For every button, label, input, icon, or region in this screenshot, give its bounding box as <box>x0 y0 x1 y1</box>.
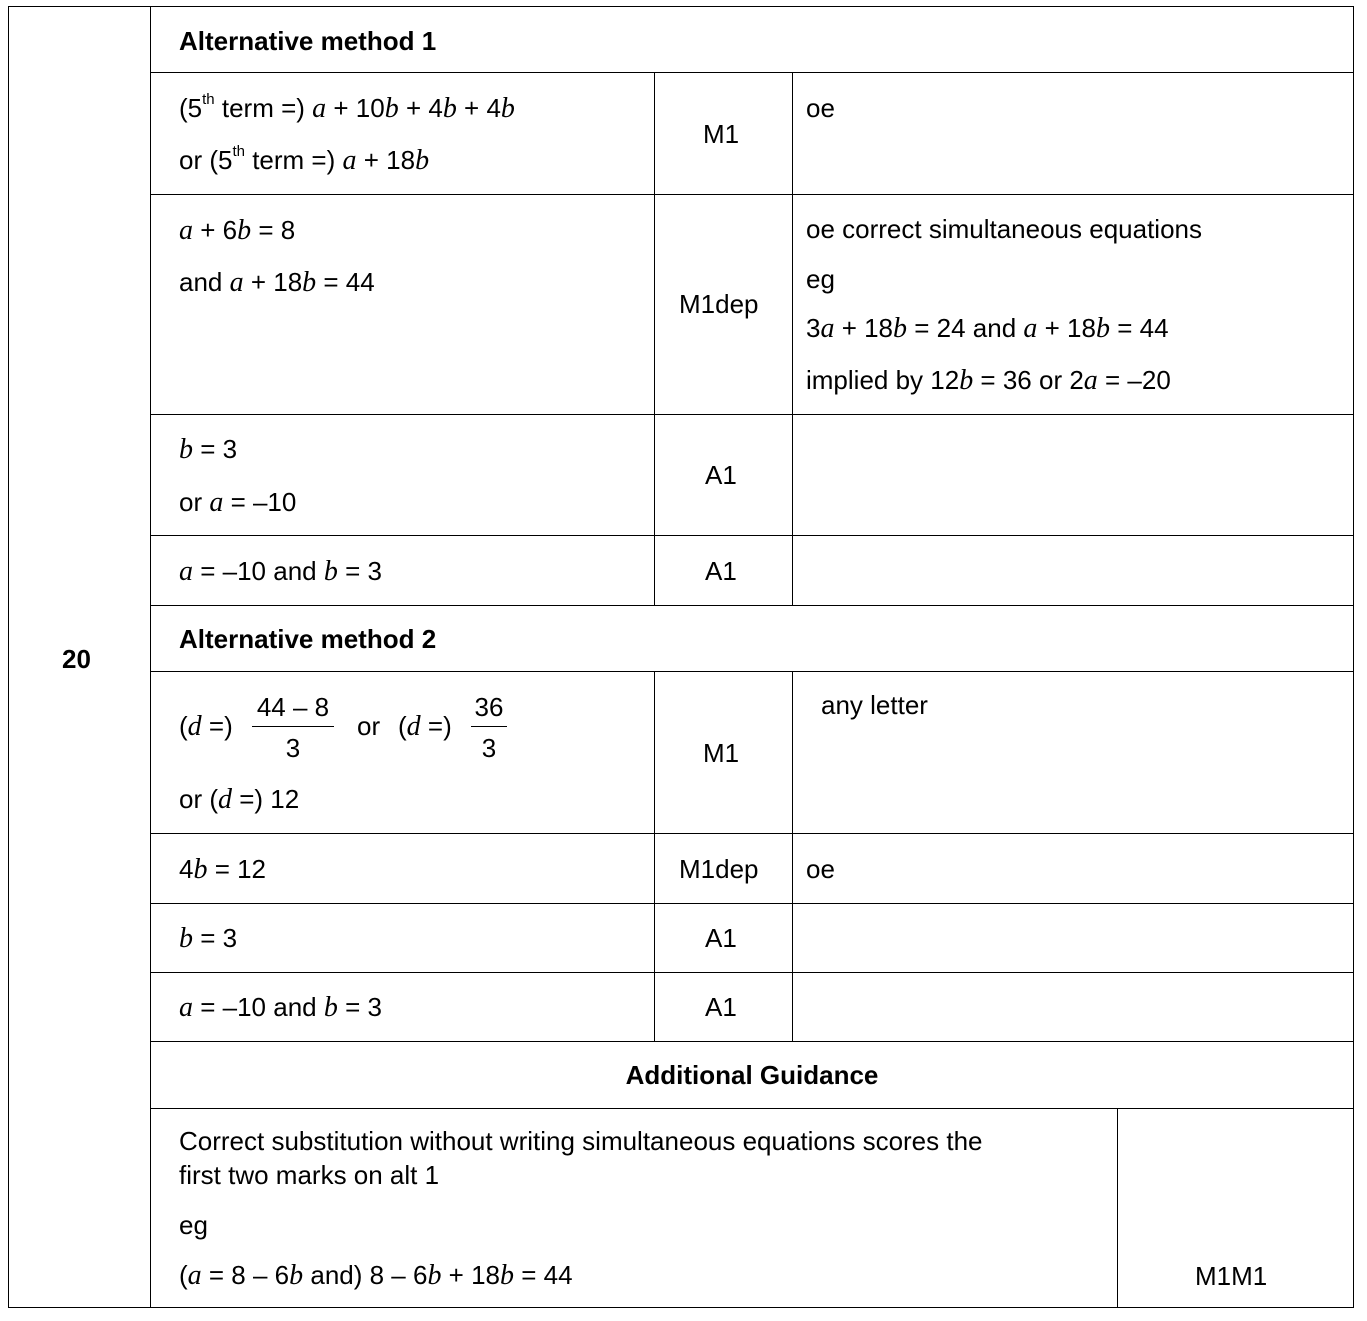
guidance-text-4: (a = 8 – 6b and) 8 – 6b + 18b = 44 <box>179 1260 573 1291</box>
right-border <box>1353 6 1354 1308</box>
alt1-row1-line1: (5th term =) a + 10b + 4b + 4b <box>179 91 515 124</box>
mark-scheme-table <box>8 6 1354 1308</box>
alt2-row3-mark: A1 <box>705 923 737 953</box>
alt1-row1-line2: or (5th term =) a + 18b <box>179 143 430 176</box>
alt1-row4-line: a = –10 and b = 3 <box>179 556 382 587</box>
alt2-row2-mark: M1dep <box>679 854 759 884</box>
alt2-row2-line: 4b = 12 <box>179 854 267 885</box>
row-divider <box>150 414 1354 415</box>
row-divider <box>150 535 1354 536</box>
alt2-row1-mark: M1 <box>703 738 740 768</box>
alt1-row1-mark: M1 <box>703 119 740 149</box>
alt2-row2-comment: oe <box>806 854 835 884</box>
comment-column-divider-alt2 <box>792 671 793 1041</box>
alt1-row2-comment-3: 3a + 18b = 24 and a + 18b = 44 <box>806 313 1169 344</box>
alt1-row4-mark: A1 <box>705 556 737 586</box>
alt2-fraction-1 <box>252 694 334 761</box>
comment-column-divider-alt1 <box>792 72 793 605</box>
fraction-2-numerator: 36 <box>471 694 507 727</box>
alt1-row2-line1: a + 6b = 8 <box>179 215 296 246</box>
guidance-text-2: first two marks on alt 1 <box>179 1160 440 1190</box>
alt2-heading: Alternative method 2 <box>179 624 437 654</box>
alt2-row1-line2: or (d =) 12 <box>179 784 300 815</box>
alt1-row2-mark: M1dep <box>679 289 759 319</box>
alt1-row2-line2: and a + 18b = 44 <box>179 267 375 298</box>
guidance-text-3: eg <box>179 1210 208 1240</box>
alt1-row3-line1: b = 3 <box>179 434 238 465</box>
mark-column-divider-alt1 <box>654 72 655 605</box>
alt1-row2-comment-4: implied by 12b = 36 or 2a = –20 <box>806 365 1171 396</box>
fraction-1-denominator: 3 <box>285 733 301 763</box>
row-divider <box>150 72 1354 73</box>
alt2-fraction-2 <box>471 694 507 761</box>
alt2-row4-line: a = –10 and b = 3 <box>179 992 382 1023</box>
alt1-row3-mark: A1 <box>705 460 737 490</box>
question-column-divider <box>150 6 151 1308</box>
row-divider <box>150 605 1354 606</box>
guidance-heading: Additional Guidance <box>625 1060 879 1090</box>
row-divider <box>150 671 1354 672</box>
alt1-row1-comment: oe <box>806 93 835 123</box>
guidance-text-1: Correct substitution without writing simultaneous equations scores the <box>179 1126 983 1156</box>
alt2-row1-lhs2: (d =) <box>398 711 452 742</box>
alt1-row3-line2: or a = –10 <box>179 487 297 518</box>
row-divider <box>150 833 1354 834</box>
fraction-1-numerator: 44 – 8 <box>252 694 334 727</box>
alt1-row2-comment-1: oe correct simultaneous equations <box>806 214 1203 244</box>
alt2-row4-mark: A1 <box>705 992 737 1022</box>
guidance-column-divider <box>1117 1108 1118 1308</box>
alt1-row2-comment-2: eg <box>806 264 835 294</box>
row-divider <box>150 972 1354 973</box>
row-divider <box>150 194 1354 195</box>
mark-column-divider-alt2 <box>654 671 655 1041</box>
guidance-mark: M1M1 <box>1195 1261 1268 1291</box>
alt2-row1-lhs1: (d =) <box>179 711 233 742</box>
row-divider <box>150 1108 1354 1109</box>
row-divider <box>150 1041 1354 1042</box>
alt1-heading: Alternative method 1 <box>179 26 437 56</box>
alt2-row1-comment: any letter <box>821 690 928 720</box>
question-number: 20 <box>62 644 91 674</box>
alt2-row3-line: b = 3 <box>179 923 238 954</box>
row-divider <box>150 903 1354 904</box>
fraction-2-denominator: 3 <box>481 733 497 763</box>
alt2-row1-or: or <box>357 711 381 741</box>
